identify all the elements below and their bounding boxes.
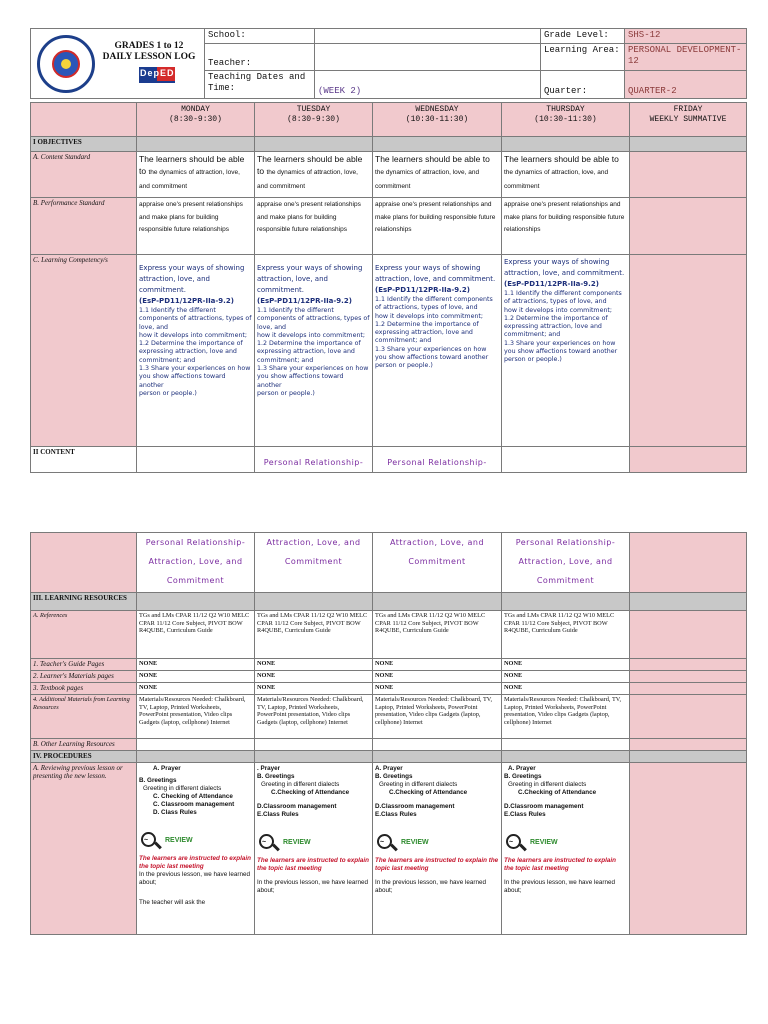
review-badge: ~ REVIEW xyxy=(504,833,627,853)
day-header-wednesday: WEDNESDAY (10:30-11:30) xyxy=(373,103,502,137)
procedure-wednesday: A. Prayer B. Greetings Greeting in different dialects C.Checking of Attendance D.Classroom management E.Class Rules ~ REVIEW The learners are instructed to explain the topic last meeting In the previous lesson, we have learned about; xyxy=(373,763,502,935)
objectives-table xyxy=(30,102,747,473)
competency-monday: Express your ways of showing attraction, love, and commitment. (EsP-PD11/12PR-IIa-9.2) 1.1 Identify the different components of attractions, types of love, and how it develops into commitment; 1.2 Determine the importance of expressing attraction, love and commitment; and 1.3 Share your experiences on how you show affections toward another person or people.) xyxy=(137,255,255,447)
content-cont-label xyxy=(31,533,137,593)
references-tuesday: TGs and LMs CPAR 11/12 Q2 W10 MELC CPAR 11/12 Core Subject, PIVOT BOW R4QUBE, Curriculum Guide xyxy=(255,611,373,659)
procedure-monday: A. Prayer B. Greetings Greeting in different dialects C. Checking of Attendance C. Classroom management D. Class Rules ~ REVIEW The learners are instructed to explain the topic last meeting In the previous lesson, we have learned about; The teacher will ask the xyxy=(137,763,255,935)
deped-seal-logo xyxy=(37,35,95,93)
corner-cell xyxy=(31,103,137,137)
label-teachers-guide: 1. Teacher's Guide Pages xyxy=(31,659,137,671)
procedure-friday xyxy=(630,763,747,935)
dates-label: Teaching Dates and Time: xyxy=(205,71,315,99)
learning-area-field[interactable]: PERSONAL DEVELOPMENT-12 xyxy=(625,44,747,71)
review-badge: ~ REVIEW xyxy=(375,833,499,853)
label-textbook-pages: 3. Textbook pages xyxy=(31,683,137,695)
content-standard-wednesday: The learners should be able to the dynamics of attraction, love, and commitment xyxy=(373,152,502,198)
content-cont-monday: Personal Relationship- Attraction, Love, and Commitment xyxy=(137,533,255,593)
magnifier-icon: ~ xyxy=(504,833,528,853)
additional-wednesday: Materials/Resources Needed: Chalkboard, TV, Laptop, Printed Worksheets, PowerPoint presentation, Video clips Gadgets (laptop, cellphone) Internet xyxy=(373,695,502,739)
procedure-thursday: A. Prayer B. Greetings Greeting in different dialects C.Checking of Attendance D.Classroom management E.Class Rules ~ REVIEW The learners are instructed to explain the topic last meeting In the previous lesson, we have learned about; xyxy=(502,763,630,935)
content-cont-thursday: Personal Relationship- Attraction, Love, and Commitment xyxy=(502,533,630,593)
learning-area-label: Learning Area: xyxy=(541,44,625,71)
label-learning-competency: C. Learning Competency/s xyxy=(31,255,137,447)
grade-level-field[interactable]: SHS-12 xyxy=(625,29,747,44)
deped-k12-logo: DepED xyxy=(139,67,177,93)
section-procedures: IV. PROCEDURES xyxy=(31,751,137,763)
content-standard-friday xyxy=(630,152,747,198)
content-friday xyxy=(630,447,747,473)
teacher-label: Teacher: xyxy=(205,44,315,71)
performance-standard-tuesday: appraise one's present relationships and make plans for building responsible future relationships xyxy=(255,198,373,255)
procedure-tuesday: . Prayer B. Greetings Greeting in different dialects C.Checking of Attendance D.Classroom management E.Class Rules ~ REVIEW The learners are instructed to explain the topic last meeting In the previous lesson, we have learned about; xyxy=(255,763,373,935)
additional-tuesday: Materials/Resources Needed: Chalkboard, TV, Laptop, Printed Worksheets, PowerPoint presentation, Video clips Gadgets (laptop, cellphone) Internet xyxy=(255,695,373,739)
magnifier-icon: ~ xyxy=(139,831,163,851)
day-header-friday: FRIDAY WEEKLY SUMMATIVE xyxy=(630,103,747,137)
label-content-standard: A. Content Standard xyxy=(31,152,137,198)
school-label: School: xyxy=(205,29,315,44)
magnifier-icon: ~ xyxy=(375,833,399,853)
content-cont-wednesday: Attraction, Love, and Commitment xyxy=(373,533,502,593)
competency-thursday: Express your ways of showing attraction, love, and commitment. (EsP-PD11/12PR-IIa-9.2) 1.1 Identify the different components of attractions, types of love, and how it develops into commitment; 1.2 Determine the importance of expressing attraction, love and commitment; and 1.3 Share your experiences on how you show affections toward another person or people.) xyxy=(502,255,630,447)
performance-standard-thursday: appraise one's present relationships and make plans for building responsible future relationships xyxy=(502,198,630,255)
additional-monday: Materials/Resources Needed: Chalkboard, TV, Laptop, Printed Worksheets, PowerPoint presentation, Video clips Gadgets (laptop, cellphone) Internet xyxy=(137,695,255,739)
quarter-field[interactable]: QUARTER-2 xyxy=(625,71,747,99)
label-performance-standard: B. Performance Standard xyxy=(31,198,137,255)
section-objectives: I OBJECTIVES xyxy=(31,137,137,152)
grade-level-label: Grade Level: xyxy=(541,29,625,44)
dll-title: GRADES 1 to 12 DAILY LESSON LOG xyxy=(102,41,196,62)
day-header-thursday: THURSDAY (10:30-11:30) xyxy=(502,103,630,137)
performance-standard-wednesday: appraise one's present relationships and make plans for building responsible future relationships xyxy=(373,198,502,255)
label-other-resources: B. Other Learning Resources xyxy=(31,739,137,751)
content-cont-tuesday: Attraction, Love, and Commitment xyxy=(255,533,373,593)
label-additional-materials: 4. Additional Materials from Learning Resources xyxy=(31,695,137,739)
resources-procedures-table: Personal Relationship- Attraction, Love, and Commitment Attraction, Love, and Commitment Attraction, Love, and Commitment Personal Relationship- Attraction, Love, and Commitment III. LEARNING RESOURCES A. References TGs and LMs CPAR 11/12 Q2 W10 MELC CPAR 11/12 Core Subject, PIVOT BOW R4QUBE, Curriculum Guide TGs and LMs CPAR 11/12 Q2 W10 MELC CPAR 11/12 Core Subject, PIVOT BOW R4QUBE, Curriculum Guide TGs and LMs CPAR 11/12 Q2 W10 MELC CPAR 11/12 Core Subject, PIVOT BOW R4QUBE, Curriculum Guide TGs and LMs CPAR 11/12 Q2 W10 MELC CPAR 11/12 Core Subject, PIVOT BOW R4QUBE, Curriculum Guide 1. Teacher's Guide Pages NONE NONE NONE NONE 2. Learner's Materials pages NONE NONE NONE NONE 3. Textbook pages NONE NONE NONE NONE 4. Additional Materials from Learning Resources Materials/Resources Needed: Chalkboard, TV, Laptop, Printed Worksheets, PowerPoint presentation, Video clips Gadgets (laptop, cellphone) Internet Materials/Resources Needed: Chalkboard, TV, Laptop, Printed Worksheets, PowerPoint presentation, Video clips Gadgets (laptop, cellphone) Internet Materials/Resources Needed: Chalkboard, TV, Laptop, Printed Worksheets, PowerPoint presentation, Video clips Gadgets (laptop, cellphone) Internet Materials/Resources Needed: Chalkboard, TV, Laptop, Printed Worksheets, PowerPoint presentation, Video clips Gadgets (laptop, cellphone) Internet B. Other Learning Resources IV. PROCEDURES A. Reviewing previous lesson or presenting the new lesson. A. Prayer B. Greetings Greeting in different dialects C. Checking of Attendance C. Classroom management D. Class Rules ~ REVIEW The learners are instructed to explain the topic last meeting In the previous lesson, we have learned about; The teacher will ask the . Prayer B. Greetings Greeting in different dialects C.Checking of Attendance D.Classroom management E.Class Rules ~ REVIEW The learners are instructed to explain the topic last meeting In the previous lesson, we have learned about; A. Prayer B. Greetings Greeting in different dialects C.Checking of Attendance D.Classroom management E.Class Rules ~ REVIEW The learners are instructed to explain the topic last meeting In the previous lesson, we have learned about; A. Prayer B. Greetings Greeting in different dialects C.Checking of Attendance D.Classroom management E.Class Rules ~ REVIEW The learners are instructed to explain the topic last meeting In the previous lesson, we have learned about; xyxy=(30,532,747,935)
performance-standard-monday: appraise one's present relationships and make plans for building responsible future relationships xyxy=(137,198,255,255)
day-header-tuesday: TUESDAY (8:30-9:30) xyxy=(255,103,373,137)
teacher-field[interactable] xyxy=(315,44,541,71)
school-field[interactable] xyxy=(315,29,541,44)
additional-thursday: Materials/Resources Needed: Chalkboard, TV, Laptop, Printed Worksheets, PowerPoint presentation, Video clips Gadgets (laptop, cellphone) Internet xyxy=(502,695,630,739)
references-wednesday: TGs and LMs CPAR 11/12 Q2 W10 MELC CPAR 11/12 Core Subject, PIVOT BOW R4QUBE, Curriculum Guide xyxy=(373,611,502,659)
competency-wednesday: Express your ways of showing attraction, love, and commitment. (EsP-PD11/12PR-IIa-9.2) 1.1 Identify the different components of attractions, types of love, and how it develops into commitment; 1.2 Determine the importance of expressing attraction, love and commitment; and 1.3 Share your experiences on how you show affections toward another person or people.) xyxy=(373,255,502,447)
dates-field[interactable]: (WEEK 2) xyxy=(315,71,541,99)
competency-friday xyxy=(630,255,747,447)
quarter-label: Quarter: xyxy=(541,71,625,99)
label-reviewing: A. Reviewing previous lesson or presenting the new lesson. xyxy=(31,763,137,935)
review-badge: ~ REVIEW xyxy=(139,831,252,851)
competency-tuesday: Express your ways of showing attraction, love, and commitment. (EsP-PD11/12PR-IIa-9.2) 1.1 Identify the different components of attractions, types of love, and how it develops into commitment; 1.2 Determine the importance of expressing attraction, love and commitment; and 1.3 Share your experiences on how you show affections toward another person or people.) xyxy=(255,255,373,447)
magnifier-icon: ~ xyxy=(257,833,281,853)
content-cont-friday xyxy=(630,533,747,593)
references-thursday: TGs and LMs CPAR 11/12 Q2 W10 MELC CPAR 11/12 Core Subject, PIVOT BOW R4QUBE, Curriculum Guide xyxy=(502,611,630,659)
performance-standard-friday xyxy=(630,198,747,255)
references-monday: TGs and LMs CPAR 11/12 Q2 W10 MELC CPAR 11/12 Core Subject, PIVOT BOW R4QUBE, Curriculum Guide xyxy=(137,611,255,659)
section-content: II CONTENT xyxy=(31,447,137,473)
dll-header xyxy=(30,28,747,99)
review-badge: ~ REVIEW xyxy=(257,833,370,853)
section-learning-resources: III. LEARNING RESOURCES xyxy=(31,593,137,611)
header-logo-area xyxy=(31,29,205,99)
content-monday xyxy=(137,447,255,473)
label-references: A. References xyxy=(31,611,137,659)
content-standard-monday: The learners should be able to the dynamics of attraction, love, and commitment xyxy=(137,152,255,198)
content-standard-tuesday: The learners should be able to the dynamics of attraction, love, and commitment xyxy=(255,152,373,198)
content-tuesday: Personal Relationship- xyxy=(255,447,373,473)
label-learners-materials: 2. Learner's Materials pages xyxy=(31,671,137,683)
references-friday xyxy=(630,611,747,659)
content-wednesday: Personal Relationship- xyxy=(373,447,502,473)
content-standard-thursday: The learners should be able to the dynamics of attraction, love, and commitment xyxy=(502,152,630,198)
content-thursday xyxy=(502,447,630,473)
day-header-monday: MONDAY (8:30-9:30) xyxy=(137,103,255,137)
